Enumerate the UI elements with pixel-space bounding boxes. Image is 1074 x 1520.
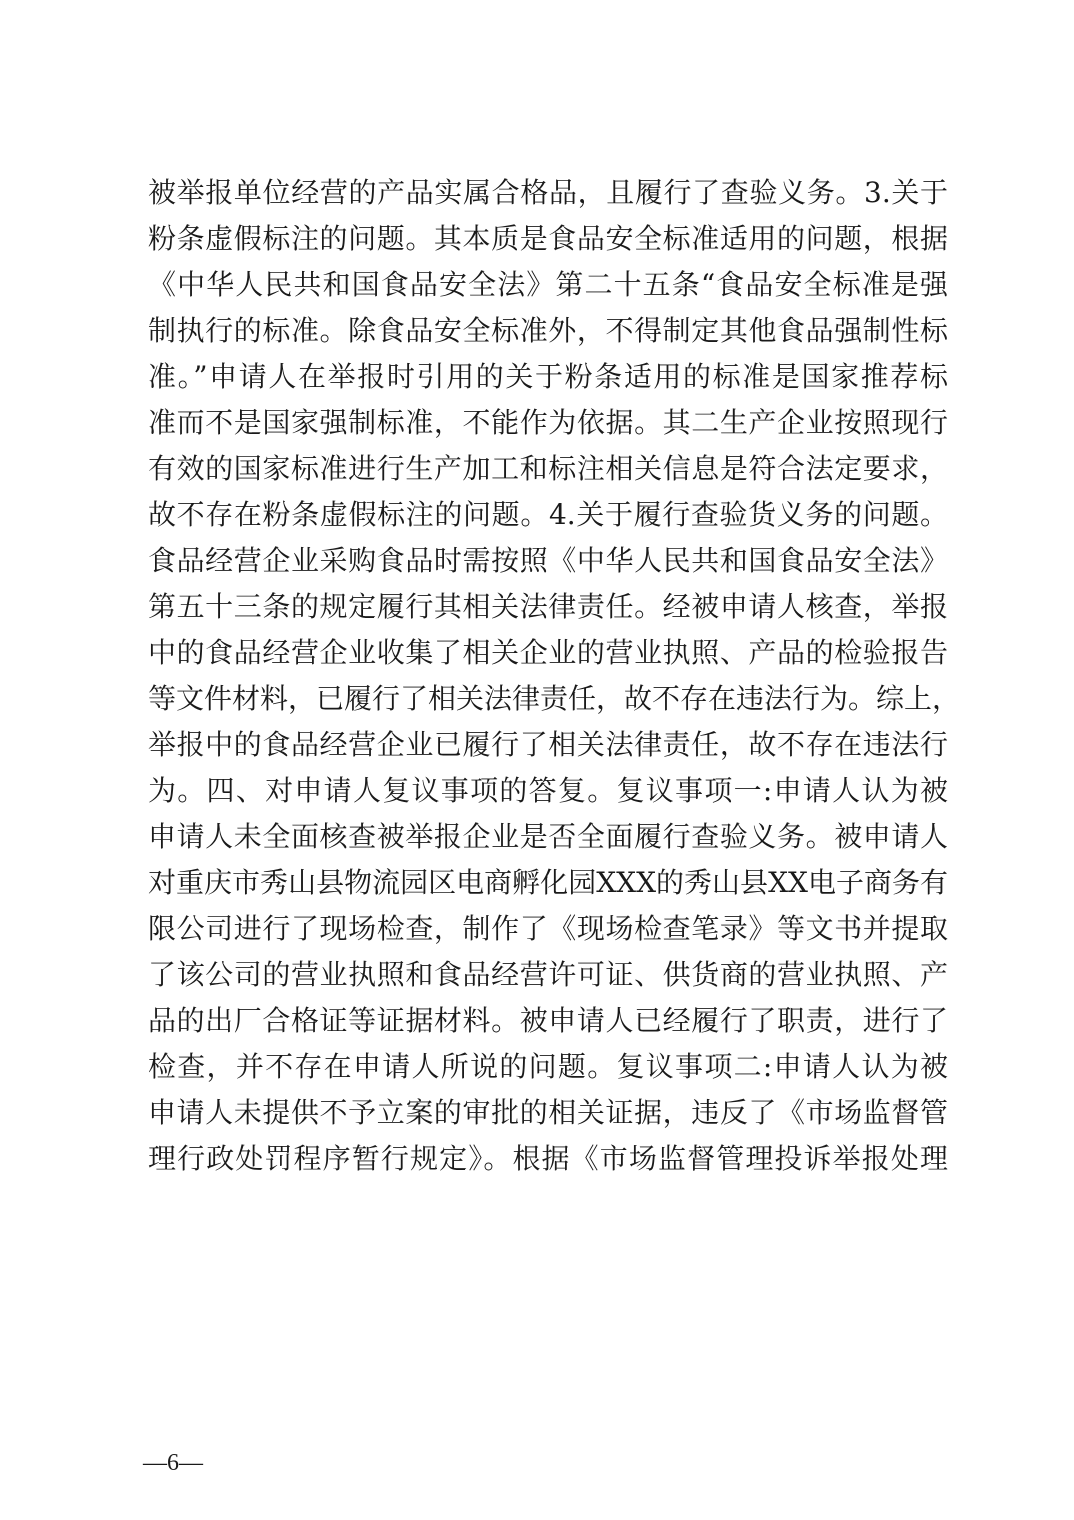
text-line: 中的食品经营企业收集了相关企业的营业执照、产品的检验报告: [148, 636, 948, 669]
text-line: 理行政处罚程序暂行规定》。根据《市场监督管理投诉举报处理: [148, 1142, 948, 1175]
text-line: 食品经营企业采购食品时需按照《中华人民共和国食品安全法》: [148, 544, 948, 577]
text-line: 申请人未全面核查被举报企业是否全面履行查验义务。被申请人: [148, 820, 948, 853]
text-line: 被举报单位经营的产品实属合格品，且履行了查验义务。3.关于: [148, 176, 948, 209]
text-line: 了该公司的营业执照和食品经营许可证、供货商的营业执照、产: [148, 958, 948, 991]
page-number: —6—: [143, 1450, 203, 1476]
text-line: 举报中的食品经营企业已履行了相关法律责任，故不存在违法行: [148, 728, 948, 761]
text-line: 准。”申请人在举报时引用的关于粉条适用的标准是国家推荐标: [148, 360, 948, 393]
text-line: 等文件材料，已履行了相关法律责任，故不存在违法行为。综上，: [148, 682, 961, 715]
text-line: 检查，并不存在申请人所说的问题。复议事项二:申请人认为被: [148, 1050, 948, 1083]
text-line: 故不存在粉条虚假标注的问题。4.关于履行查验货义务的问题。: [148, 498, 948, 531]
text-line: 制执行的标准。除食品安全标准外，不得制定其他食品强制性标: [148, 314, 948, 347]
text-line: 准而不是国家强制标准，不能作为依据。其二生产企业按照现行: [148, 406, 948, 439]
text-line: 为。四、对申请人复议事项的答复。复议事项一:申请人认为被: [148, 774, 948, 807]
text-line: 第五十三条的规定履行其相关法律责任。经被申请人核查，举报: [148, 590, 948, 623]
text-line: 《中华人民共和国食品安全法》第二十五条“食品安全标准是强: [148, 268, 948, 301]
text-line: 有效的国家标准进行生产加工和标注相关信息是符合法定要求，: [148, 452, 948, 485]
text-line: 对重庆市秀山县物流园区电商孵化园XXX的秀山县XX电子商务有: [148, 866, 948, 899]
body-text: [148, 170, 961, 1182]
text-line: 粉条虚假标注的问题。其本质是食品安全标准适用的问题，根据: [148, 222, 948, 255]
text-line: 申请人未提供不予立案的审批的相关证据，违反了《市场监督管: [148, 1096, 948, 1129]
text-line: 品的出厂合格证等证据材料。被申请人已经履行了职责，进行了: [148, 1004, 948, 1037]
text-line: 限公司进行了现场检查，制作了《现场检查笔录》等文书并提取: [148, 912, 948, 945]
